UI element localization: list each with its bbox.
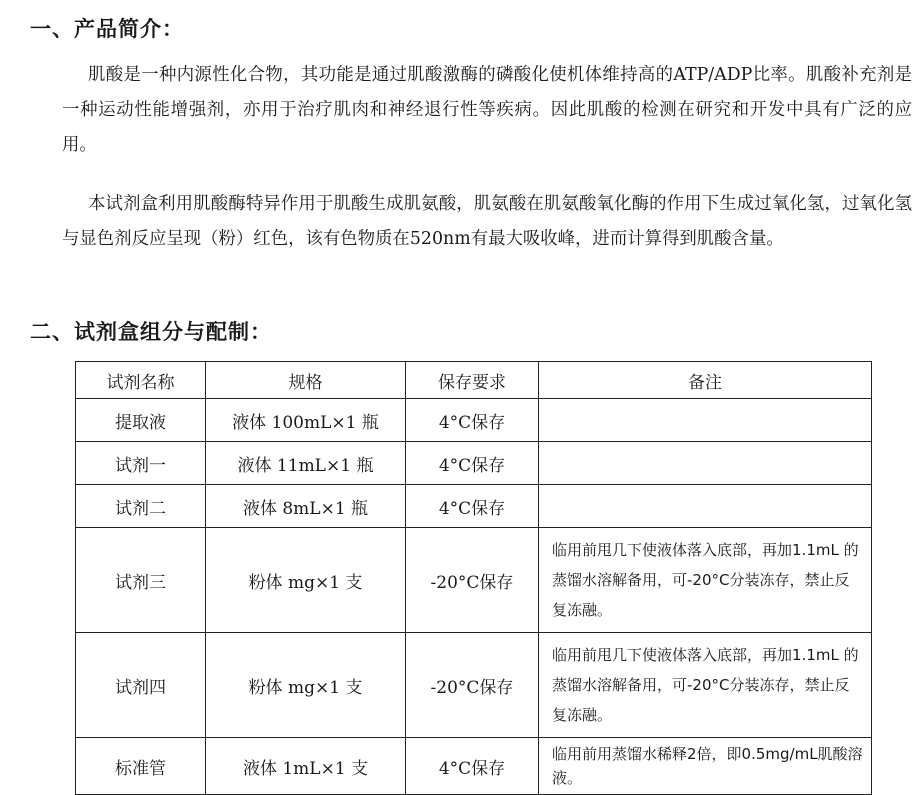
column-header-spec: 规格 xyxy=(206,362,406,399)
reagent-note xyxy=(539,442,872,485)
reagent-name: 提取液 xyxy=(76,399,206,442)
reagent-name: 试剂一 xyxy=(76,442,206,485)
reagent-storage: 4°C保存 xyxy=(406,442,539,485)
table-row xyxy=(76,485,872,528)
reagent-storage: 4°C保存 xyxy=(406,399,539,442)
reagent-storage: 4°C保存 xyxy=(406,485,539,528)
reagent-note: 临用前用蒸馏水稀释2倍，即0.5mg/mL肌酸溶液。 xyxy=(539,738,872,795)
table-row xyxy=(76,738,872,795)
reagent-storage: -20°C保存 xyxy=(406,528,539,633)
reagent-storage: -20°C保存 xyxy=(406,633,539,738)
reagent-name: 试剂二 xyxy=(76,485,206,528)
column-header-name: 试剂名称 xyxy=(76,362,206,399)
reagent-note: 临用前甩几下使液体落入底部，再加1.1mL 的蒸馏水溶解备用，可-20°C分装冻存，禁止反复冻融。 xyxy=(539,528,872,633)
intro-paragraph-2: 本试剂盒利用肌酸酶特异作用于肌酸生成肌氨酸，肌氨酸在肌氨酸氧化酶的作用下生成过氧化氢，过氧化氢与显色剂反应呈现（粉）红色，该有色物质在520nm有最大吸收峰，进而计算得到肌酸含量。 xyxy=(62,194,912,249)
column-header-storage: 保存要求 xyxy=(406,362,539,399)
reagent-spec: 液体 100mL×1 瓶 xyxy=(206,399,406,442)
reagent-storage: 4°C保存 xyxy=(406,738,539,795)
intro-paragraph-1: 肌酸是一种内源性化合物，其功能是通过肌酸激酶的磷酸化使机体维持高的ATP/ADP比率。肌酸补充剂是一种运动性能增强剂，亦用于治疗肌肉和神经退行性等疾病。因此肌酸的检测在研究和开发中具有广泛的应用。 xyxy=(62,65,912,155)
reagent-note: 临用前甩几下使液体落入底部，再加1.1mL 的蒸馏水溶解备用，可-20°C分装冻存，禁止反复冻融。 xyxy=(539,633,872,738)
reagent-spec: 液体 11mL×1 瓶 xyxy=(206,442,406,485)
reagent-name: 试剂三 xyxy=(76,528,206,633)
reagent-table xyxy=(75,361,872,795)
table-row xyxy=(76,399,872,442)
reagent-spec: 液体 8mL×1 瓶 xyxy=(206,485,406,528)
reagent-spec: 液体 1mL×1 支 xyxy=(206,738,406,795)
column-header-note: 备注 xyxy=(539,362,872,399)
table-row xyxy=(76,442,872,485)
section-heading-kit-components: 二、试剂盒组分与配制： xyxy=(30,320,272,344)
table-header-row xyxy=(76,362,872,399)
table-row xyxy=(76,528,872,633)
reagent-note xyxy=(539,399,872,442)
reagent-name: 标准管 xyxy=(76,738,206,795)
section-heading-product-intro: 一、产品简介： xyxy=(30,17,184,41)
reagent-name: 试剂四 xyxy=(76,633,206,738)
table-row xyxy=(76,633,872,738)
reagent-note xyxy=(539,485,872,528)
reagent-spec: 粉体 mg×1 支 xyxy=(206,633,406,738)
reagent-spec: 粉体 mg×1 支 xyxy=(206,528,406,633)
